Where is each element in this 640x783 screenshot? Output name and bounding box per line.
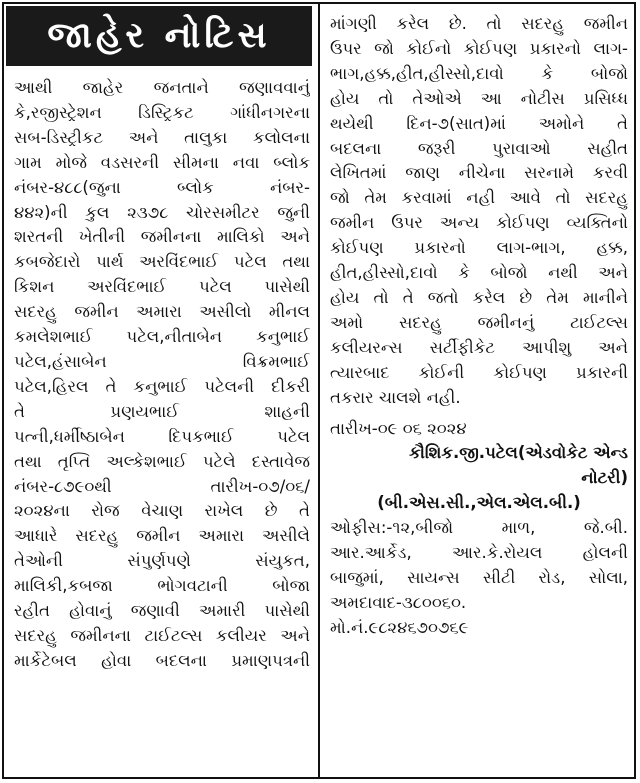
right-column (330, 12, 628, 641)
left-line-13: પટેલ,હિરલ તે કનુભાઈ પટેલની દીકરી (14, 376, 310, 396)
address-line-3: બાજુમાં, સાયન્સ સીટી રોડ, સોલા, (330, 567, 628, 587)
left-line-8: કબજેદારો પાર્થ અરવિંદભાઈ પટેલ તથા (14, 252, 310, 272)
left-line-12: પટેલ,હંસાબેન વિક્રમભાઈ (14, 351, 310, 371)
left-line-9: કિશન અરવિંદભાઈ પટેલ પાસેથી (14, 277, 310, 297)
address-line-4: અમદાવાદ-૩૮૦૦૬૦. (330, 592, 467, 612)
right-line-13: અમો સદરહુ જમીનનું ટાઈટલ્સ (330, 312, 628, 332)
right-line-12: હોય તો તે જતો કરેલ છે તેમ માનીને (330, 287, 628, 307)
right-line-15: ત્યારબાદ કોઈની કોઈપણ પ્રકારની (330, 362, 628, 382)
left-line-5: નંબર-૪૮૮(જુના બ્લોક નંબર- (14, 177, 310, 197)
right-line-10: કોઈપણ પ્રકારનો લાગ-ભાગ, હક્ક, (330, 238, 628, 258)
left-line-15: પત્ની,ધર્મીષ્ઠાબેન દિપકભાઈ પટેલ (14, 426, 310, 446)
left-line-18: ૨૦૨૪ના રોજ વેચાણ રાખેલ છે તે (14, 501, 310, 521)
left-line-17: નંબર-૮૭૯૦થી તારીખ-૦૭/૦૬/ (14, 476, 310, 496)
left-line-7: શરતની ખેતીની જમીનના માલિકો અને (14, 227, 310, 247)
right-line-1: માંગણી કરેલ છે. તો સદરહુ જમીન (330, 14, 628, 33)
left-line-10: સદરહુ જમીન અમારા અસીલો મીનલ (14, 302, 310, 322)
right-line-7: લેખિતમાં જાણ નીચેના સરનામે કરવી (330, 163, 628, 183)
left-line-11: કમલેશભાઈ પટેલ,નીતાબેન કનુભાઈ (14, 327, 310, 347)
left-line-22: રહીત હોવાનું જણાવી અમારી પાસેથી (14, 601, 310, 621)
right-line-3: ભાગ,હક્ક,હીત,હીસ્સો,દાવો કે બોજો (330, 63, 628, 83)
left-line-4: ગામ મોજે વડસરની સીમના નવા બ્લોક (14, 152, 310, 172)
public-notice (2, 2, 636, 779)
signatory-name: કૌશિક.જી.પટેલ(એડવોકેટ એન્ડ (408, 443, 628, 463)
left-line-2: કે,રજીસ્ટ્રેશન ડિસ્ટ્રિકટ ગાંધીનગરના (14, 102, 310, 122)
right-line-9: જમીન ઉપર અન્ય કોઈપણ વ્યક્તિનો (330, 213, 628, 233)
notice-date: તારીખ-૦૯ ૦૬ ૨૦૨૪ (330, 418, 467, 438)
right-line-4: હોય તો તેઓએ આ નોટીસ પ્રસિધ્ધ (330, 88, 628, 108)
right-line-5: થયેથી દિન-૭(સાત)માં અમોને તે (330, 113, 628, 133)
left-line-14: તે પ્રણયભાઈ શાહની (14, 401, 310, 421)
left-line-23: સદરહુ જમીનના ટાઈટલ્સ કલીયર અને (14, 625, 310, 645)
left-line-16: તથા તૃપ્તિ અલ્કેશભાઈ પટેલે દસ્તાવેજ (14, 451, 310, 471)
left-line-24: માર્કેટેબલ હોવા બદલના પ્રમાણપત્રની (14, 650, 310, 670)
left-column (14, 76, 310, 674)
right-line-11: હીત,હીસ્સો,દાવો કે બોજો નથી અને (330, 263, 628, 283)
column-divider (318, 4, 320, 777)
left-line-20: તેઓની સંપુર્ણપણે સંયુકત, (14, 551, 310, 571)
left-line-19: આધારે સદરહુ જમીન અમારા અસીલે (14, 526, 310, 546)
signatory-title: નોટરી) (581, 468, 628, 488)
right-line-14: કલીયરન્સ સર્ટીફીકેટ આપીશુ અને (330, 337, 628, 357)
left-line-6: ૪૪૨)ની કુલ ૨૩૭૮ ચોરસમીટર જુની (14, 202, 310, 222)
notice-title: જાહેર નોટિસ (6, 6, 312, 66)
signatory-qualification: (બી.એસ.સી.,એલ.એલ.બી.) (377, 493, 581, 513)
left-line-21: માલિકી,કબજા ભોગવટાની બોજા (14, 576, 310, 596)
right-line-2: ઉપર જો કોઈનો કોઈપણ પ્રકારનો લાગ- (330, 38, 628, 58)
left-line-1: આથી જાહેર જનતાને જણાવવાનું (14, 78, 310, 97)
right-line-16: તકરાર ચાલશે નહી. (330, 387, 461, 407)
address-line-1: ઓફીસ:-૧૨,બીજો માળ, જે.બી. (330, 518, 628, 538)
address-line-2: આર.આર્કેડ, આર.કે.રોયલ હોલની (330, 543, 628, 563)
right-line-6: બદલના જરૂરી પુરાવાઓ સહીત (330, 138, 628, 158)
right-line-8: જો તેમ કરવામાં નહી આવે તો સદરહુ (330, 188, 628, 208)
left-line-3: સબ-ડિસ્ટ્રીકટ અને તાલુકા કલોલના (14, 127, 310, 147)
mobile-number: મો.નં.૯૮૨૪૬૭૦૭૬૯ (330, 617, 469, 637)
